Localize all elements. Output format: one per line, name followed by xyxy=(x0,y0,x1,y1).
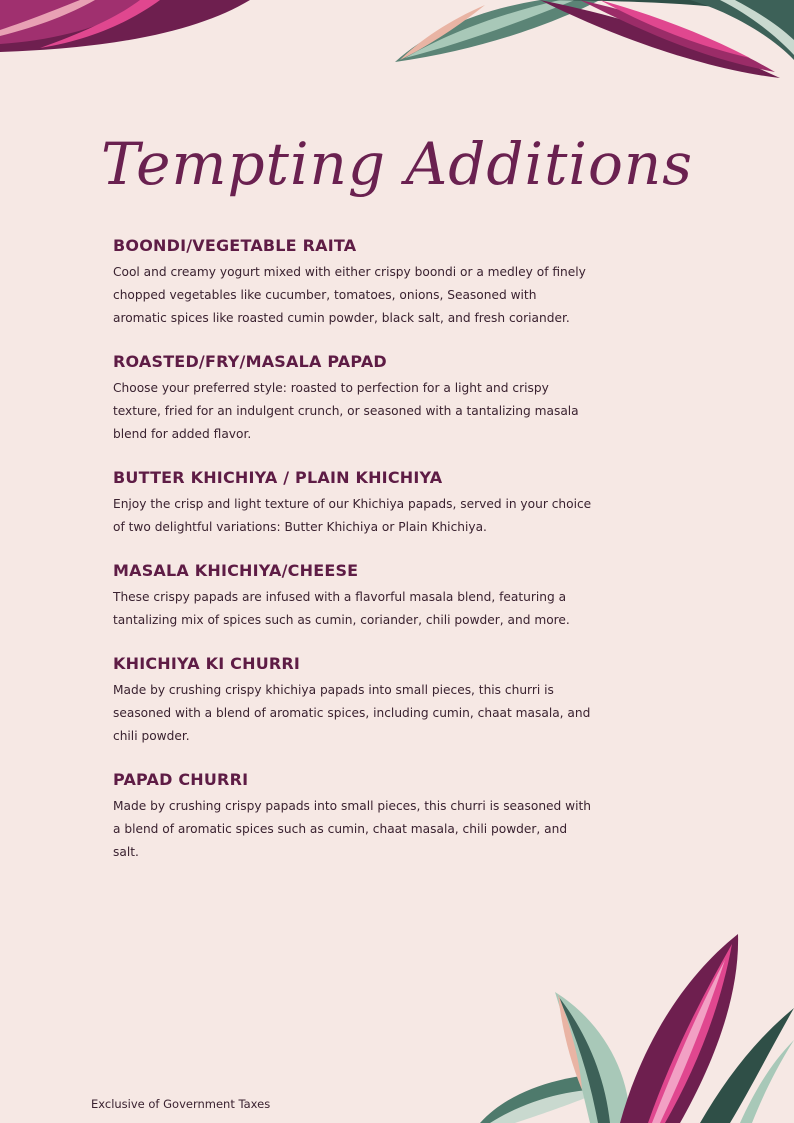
menu-item-name: BOONDI/VEGETABLE RAITA xyxy=(113,236,357,255)
menu-item-description: Made by crushing crispy khichiya papads into small pieces, this churri is seasoned with a blend of aromatic spices, including cumin, chaat masala, and chili powder. xyxy=(113,683,591,743)
menu-item-description: These crispy papads are infused with a flavorful masala blend, featuring a tantalizing mix of spices such as cumin, coriander, chili powder, and more. xyxy=(113,590,570,627)
page-title: Tempting Additions xyxy=(101,130,693,198)
menu-item-description: Enjoy the crisp and light texture of our Khichiya papads, served in your choice of two delightful variations: Butter Khichiya or Plain Khichiya. xyxy=(113,497,592,534)
menu-list xyxy=(113,236,593,886)
menu-item-description: Choose your preferred style: roasted to perfection for a light and crispy texture, fried for an indulgent crunch, or seasoned with a tantalizing masala blend for added flavor. xyxy=(113,381,579,441)
menu-item-name: ROASTED/FRY/MASALA PAPAD xyxy=(113,352,387,371)
menu-item xyxy=(113,770,593,864)
leaf-decoration-top-right xyxy=(390,0,794,90)
menu-item xyxy=(113,236,593,330)
menu-item xyxy=(113,468,593,539)
menu-item-description: Cool and creamy yogurt mixed with either crispy boondi or a medley of finely chopped vegetables like cucumber, tomatoes, onions, Seasoned with aromatic spices like roasted cumin powder, black salt, and fresh coriander. xyxy=(113,265,586,325)
leaf-decoration-top-left xyxy=(0,0,250,60)
tax-note: Exclusive of Government Taxes xyxy=(91,1097,271,1111)
menu-item xyxy=(113,352,593,446)
leaf-decoration-bottom-right xyxy=(470,930,794,1123)
menu-item-name: MASALA KHICHIYA/CHEESE xyxy=(113,561,359,580)
menu-item-name: KHICHIYA KI CHURRI xyxy=(113,654,301,673)
menu-item xyxy=(113,561,593,632)
menu-item-name: PAPAD CHURRI xyxy=(113,770,249,789)
menu-item xyxy=(113,654,593,748)
menu-item-description: Made by crushing crispy papads into small pieces, this churri is seasoned with a blend of aromatic spices such as cumin, chaat masala, chili powder, and salt. xyxy=(113,799,592,859)
menu-item-name: BUTTER KHICHIYA / PLAIN KHICHIYA xyxy=(113,468,443,487)
